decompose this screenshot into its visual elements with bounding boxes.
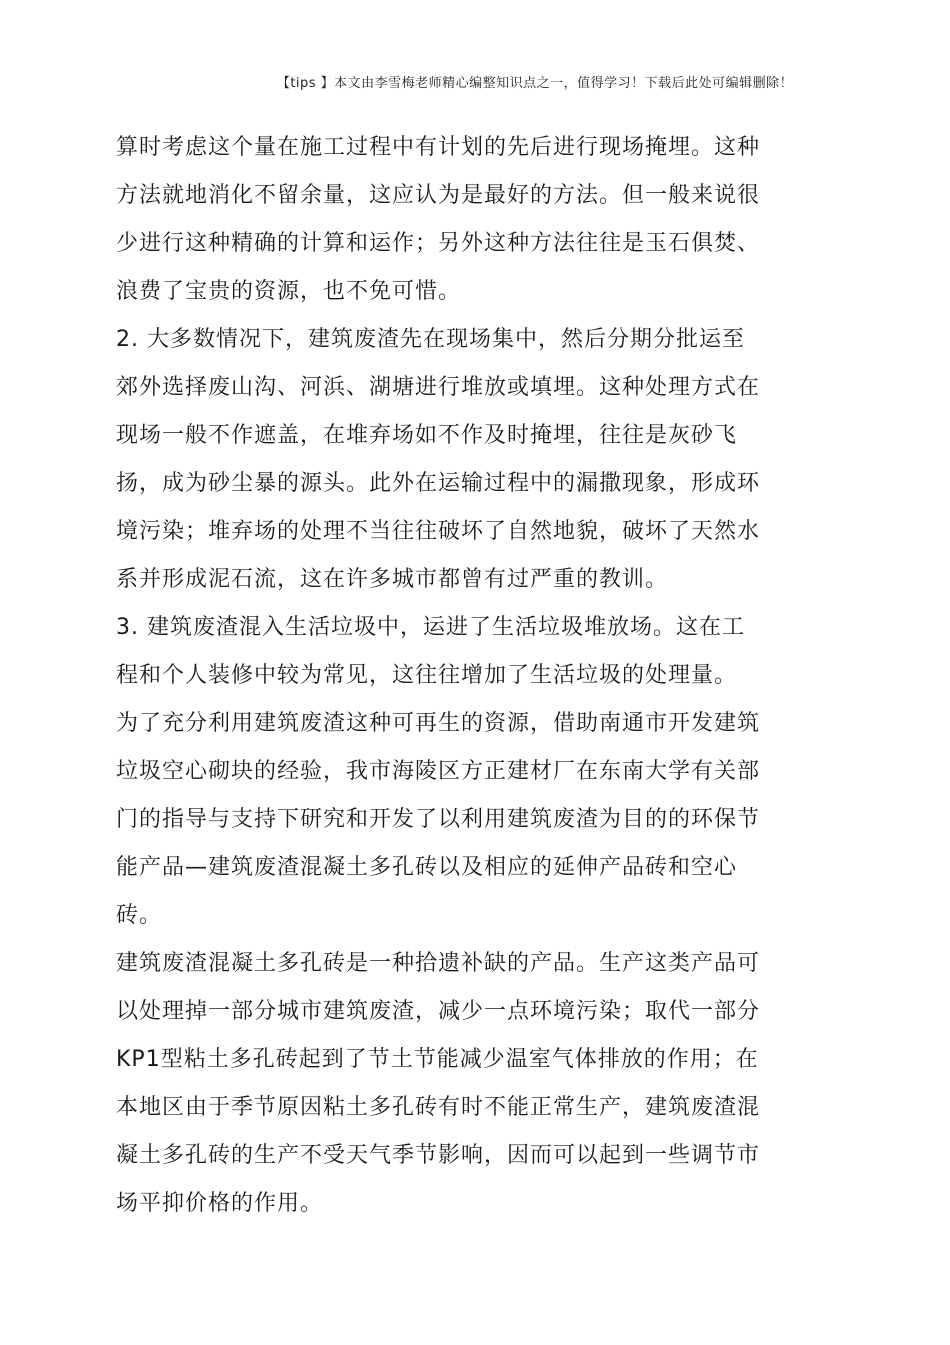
paragraph-1: 算时考虑这个量在施工过程中有计划的先后进行现场掩埋。这种方法就地消化不留余量，这应认为是最好的方法。但一般来说很少进行这种精确的计算和运作；另外这种方法往往是玉石俱焚、浪费了宝贵的资源，也不免可惜。 (116, 135, 761, 304)
paragraph-3: 3. 建筑废渣混入生活垃圾中，运进了生活垃圾堆放场。这在工程和个人装修中较为常见，这往往增加了生活垃圾的处理量。 (116, 615, 745, 688)
paragraph-5: 建筑废渣混凝土多孔砖是一种拾遗补缺的产品。生产这类产品可以处理掉一部分城市建筑废渣，减少一点环境污染；取代一部分KP1型粘土多孔砖起到了节土节能减少温室气体排放的作用；在本地区由于季节原因粘土多孔砖有时不能正常生产，建筑废渣混凝土多孔砖的生产不受天气季节影响，因而可以起到一些调节市场平抑价格的作用。 (116, 951, 761, 1216)
header-tip-note: 【tips 】本文由李雪梅老师精心编整知识点之一，值得学习！下载后此处可编辑删除！ (276, 76, 794, 91)
document-body (116, 124, 766, 1228)
paragraph-2: 2. 大多数情况下，建筑废渣先在现场集中，然后分期分批运至郊外选择废山沟、河浜、湖塘进行堆放或填埋。这种处理方式在现场一般不作遮盖，在堆弃场如不作及时掩埋，往往是灰砂飞扬，成为砂尘暴的源头。此外在运输过程中的漏撒现象，形成环境污染；堆弃场的处理不当往往破坏了自然地貌，破坏了天然水系并形成泥石流，这在许多城市都曾有过严重的教训。 (116, 327, 761, 592)
paragraph-4: 为了充分利用建筑废渣这种可再生的资源，借助南通市开发建筑垃圾空心砌块的经验，我市海陵区方正建材厂在东南大学有关部门的指导与支持下研究和开发了以利用建筑废渣为目的的环保节能产品—建筑废渣混凝土多孔砖以及相应的延伸产品砖和空心砖。 (116, 711, 761, 928)
